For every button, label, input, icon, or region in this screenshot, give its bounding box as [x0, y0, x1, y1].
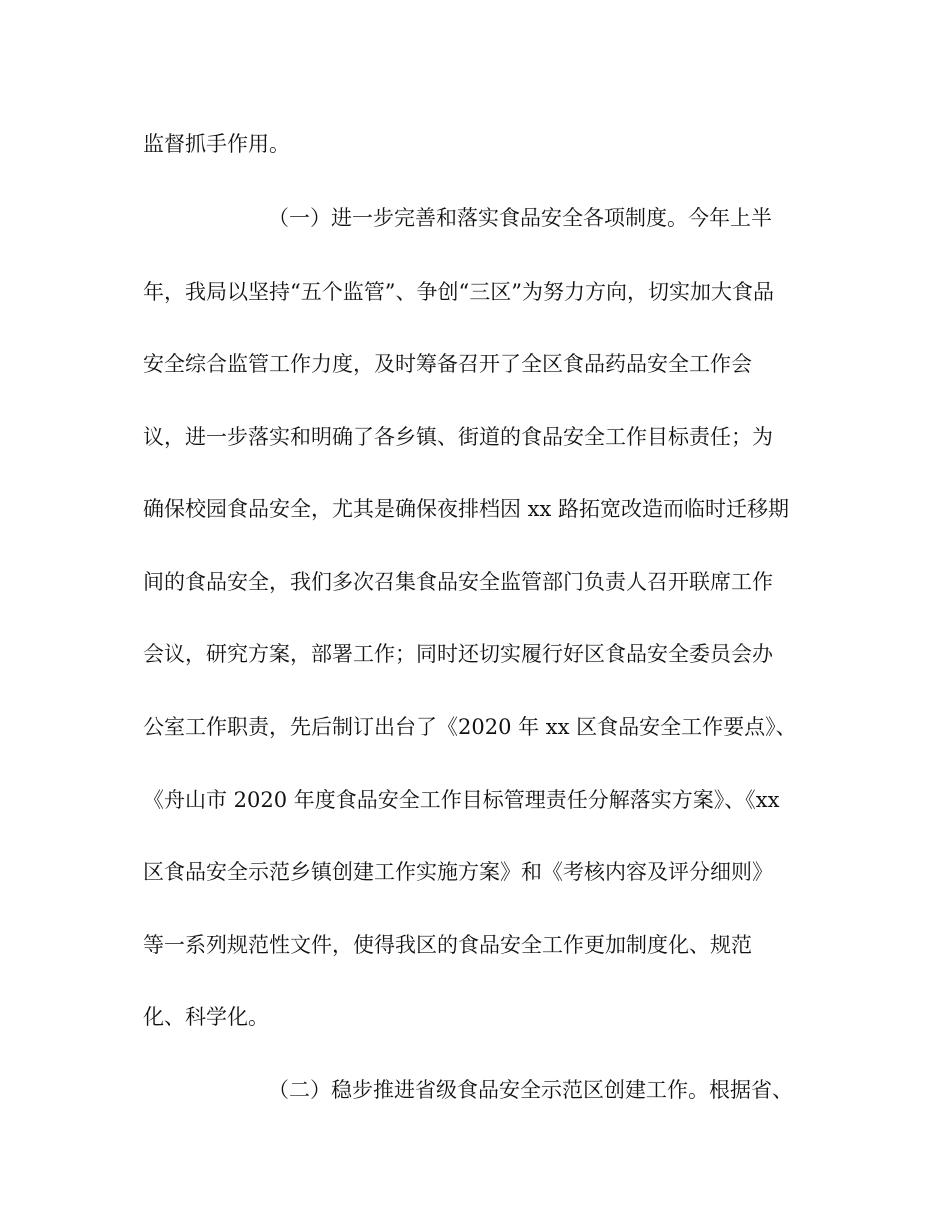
text-line-3: 年，我局以坚持“五个监管”、争创“三区”为努力方向，切实加大食品 — [143, 280, 774, 304]
text-line-5: 议，进一步落实和明确了各乡镇、街道的食品安全工作目标责任；为 — [143, 425, 773, 449]
text-line-8: 会议，研究方案，部署工作；同时还切实履行好区食品安全委员会办 — [143, 642, 773, 666]
text-line-10: 《舟山市 2020 年度食品安全工作目标管理责任分解落实方案》、《xx — [143, 788, 780, 812]
text-line-4: 安全综合监管工作力度，及时筹备召开了全区食品药品安全工作会 — [143, 352, 752, 376]
text-line-11: 区食品安全示范乡镇创建工作实施方案》和《考核内容及评分细则》 — [143, 860, 773, 884]
text-line-1: 监督抓手作用。 — [143, 132, 290, 156]
text-line-12: 等一系列规范性文件，使得我区的食品安全工作更加制度化、规范 — [143, 933, 752, 957]
paragraph-2-heading-line: （二）稳步推进省级食品安全示范区创建工作。根据省、 — [268, 1078, 793, 1102]
text-line-6: 确保校园食品安全，尤其是确保夜排档因 xx 路拓宽改造而临时迁移期 — [143, 497, 790, 521]
paragraph-1-heading-line: （一）进一步完善和落实食品安全各项制度。今年上半 — [268, 206, 772, 230]
text-line-13: 化、科学化。 — [143, 1005, 269, 1029]
text-line-7: 间的食品安全，我们多次召集食品安全监管部门负责人召开联席工作 — [143, 570, 773, 594]
text-line-9: 公室工作职责，先后制订出台了《2020 年 xx 区食品安全工作要点》、 — [143, 715, 797, 739]
